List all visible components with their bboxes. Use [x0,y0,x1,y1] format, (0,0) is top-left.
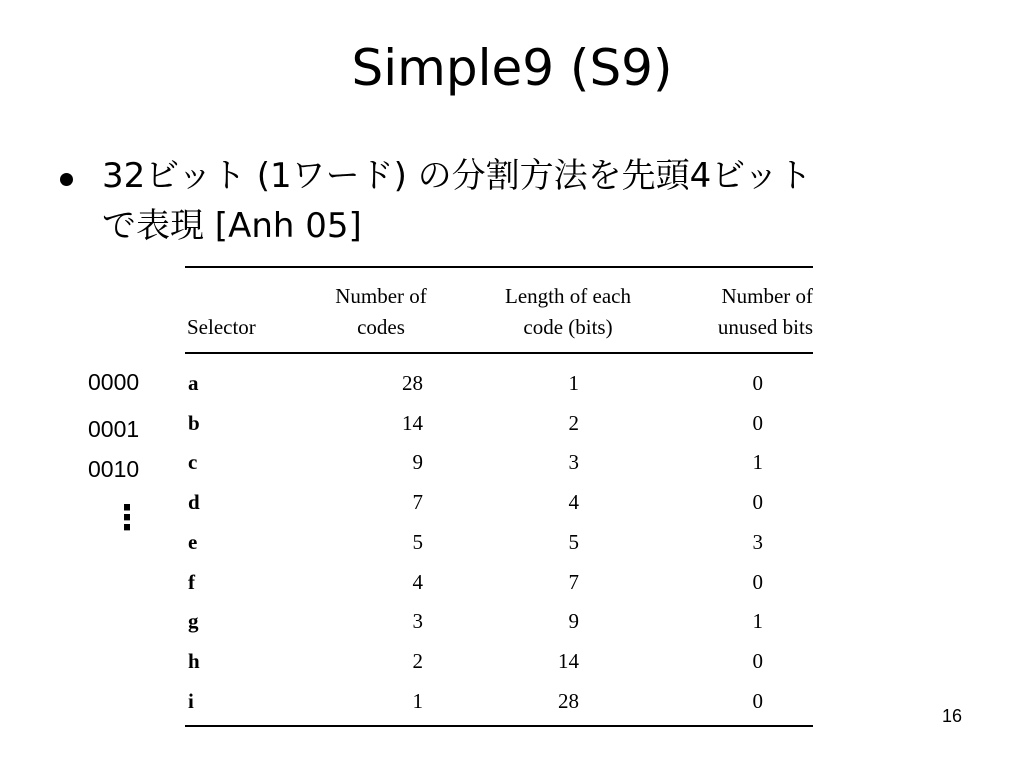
cell-codes: 4 [412,570,423,594]
cell-length: 28 [558,689,579,713]
cell-unused: 0 [752,490,763,514]
table-top-rule [185,266,813,268]
table-row [185,688,813,728]
cell-length: 9 [568,609,579,633]
vertical-ellipsis-icon: ⋮ [110,498,144,538]
cell-unused: 0 [752,411,763,435]
cell-unused: 0 [752,371,763,395]
table-row [185,410,813,450]
cell-length: 4 [568,490,579,514]
cell-codes: 14 [402,411,423,435]
cell-codes: 2 [412,649,423,673]
bullet-line-2: で表現 [Anh 05] [102,206,362,246]
cell-selector: b [188,411,200,435]
table-row [185,648,813,688]
cell-length: 3 [568,450,579,474]
cell-selector: a [188,371,199,395]
cell-codes: 28 [402,371,423,395]
cell-codes: 5 [412,530,423,554]
cell-selector: i [188,689,194,713]
selector-code-label: 0000 [88,369,140,395]
cell-length: 7 [568,570,579,594]
cell-codes: 3 [412,609,423,633]
selector-code-label: 0010 [88,456,140,482]
slide-title: Simple9 (S9) [351,39,673,97]
header-number-of-codes-line1: Number of [335,284,427,308]
cell-length: 14 [558,649,579,673]
header-length-line1: Length of each [505,284,631,308]
table-header-rule [185,352,813,354]
selector-code-label: 0001 [88,416,140,442]
cell-selector: f [188,570,195,594]
header-selector: Selector [187,315,256,339]
cell-length: 2 [568,411,579,435]
cell-unused: 3 [752,530,763,554]
table-row [185,449,813,489]
table-row [185,489,813,529]
cell-selector: h [188,649,200,673]
cell-selector: e [188,530,198,554]
cell-selector: d [188,490,200,514]
cell-unused: 0 [752,570,763,594]
cell-unused: 1 [752,609,763,633]
cell-codes: 9 [412,450,423,474]
cell-length: 1 [568,371,579,395]
header-number-of-codes-line2: codes [357,315,405,339]
cell-codes: 1 [412,689,423,713]
bullet-icon [60,173,73,186]
cell-unused: 1 [752,450,763,474]
table-row [185,569,813,609]
bullet-text [102,151,962,251]
cell-length: 5 [568,530,579,554]
cell-codes: 7 [412,490,423,514]
header-length-line2: code (bits) [523,315,613,339]
table-row [185,370,813,410]
header-unused-line2: unused bits [717,315,813,339]
page-number: 16 [941,706,962,726]
cell-selector: g [188,609,199,633]
cell-unused: 0 [752,689,763,713]
cell-selector: c [188,450,198,474]
bullet-line-1: 32ビット (1ワード) の分割方法を先頭4ビット [102,156,812,196]
table-row [185,608,813,648]
header-unused-line1: Number of [721,284,813,308]
cell-unused: 0 [752,649,763,673]
table-row [185,529,813,569]
